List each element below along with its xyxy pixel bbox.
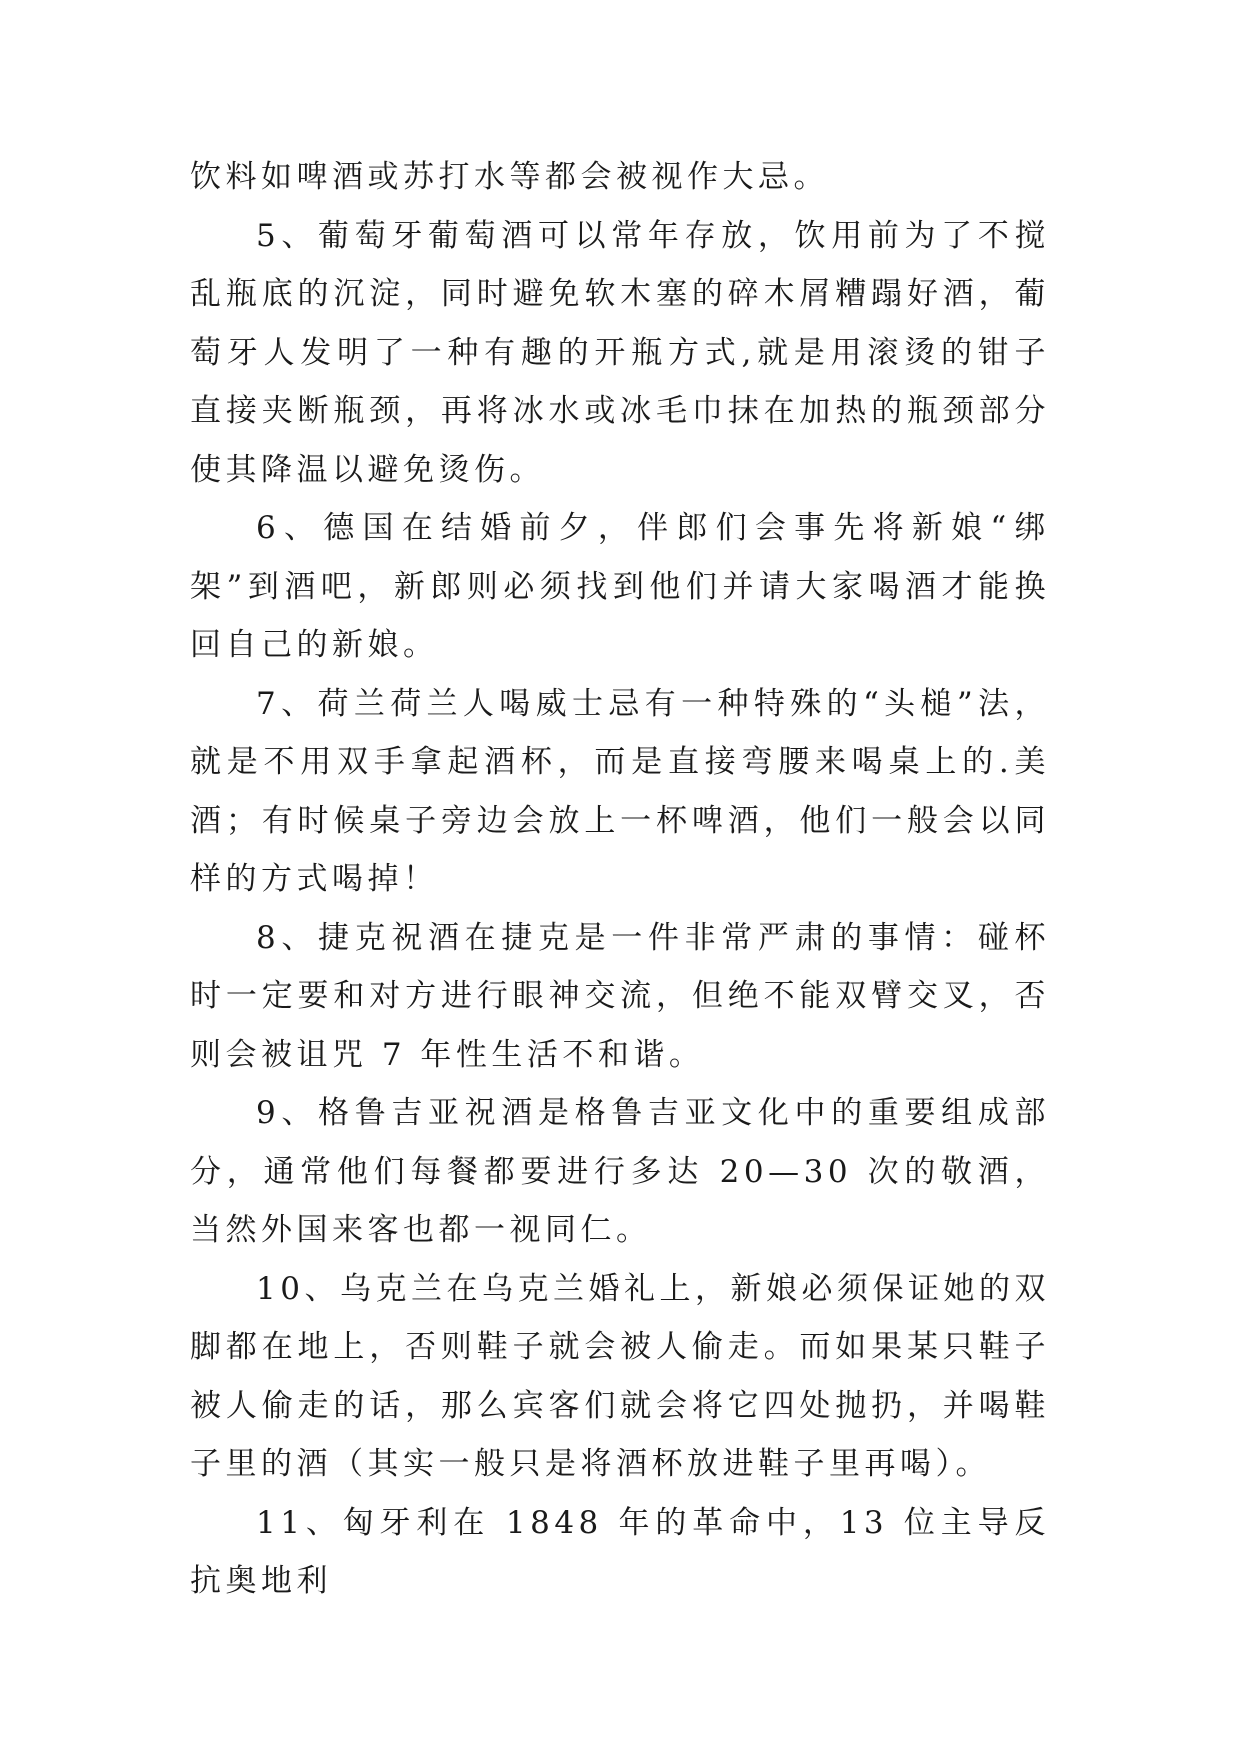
document-page [190,148,1050,1611]
paragraph-item-5-portugal: 5、葡萄牙葡萄酒可以常年存放，饮用前为了不搅乱瓶底的沉淀，同时避免软木塞的碎木屑糟蹋好酒，葡萄牙人发明了一种有趣的开瓶方式,就是用滚烫的钳子直接夹断瓶颈，再将冰水或冰毛巾抹在加热的瓶颈部分使其降温以避免烫伤。 [190,217,1050,488]
paragraph-item-10-ukraine: 10、乌克兰在乌克兰婚礼上，新娘必须保证她的双脚都在地上，否则鞋子就会被人偷走。而如果某只鞋子被人偷走的话，那么宾客们就会将它四处抛扔，并喝鞋子里的酒（其实一般只是将酒杯放进鞋子里再喝）。 [190,1270,1050,1482]
paragraph-item-6-germany: 6、德国在结婚前夕，伴郎们会事先将新娘“绑架”到酒吧，新郎则必须找到他们并请大家喝酒才能换回自己的新娘。 [190,510,1050,663]
paragraph-item-9-georgia: 9、格鲁吉亚祝酒是格鲁吉亚文化中的重要组成部分，通常他们每餐都要进行多达 20—30 次的敬酒，当然外国来客也都一视同仁。 [190,1095,1050,1248]
paragraph-item-7-netherlands: 7、荷兰荷兰人喝威士忌有一种特殊的“头槌”法，就是不用双手拿起酒杯，而是直接弯腰来喝桌上的.美酒；有时候桌子旁边会放上一杯啤酒，他们一般会以同样的方式喝掉！ [190,685,1050,897]
paragraph-continuation: 饮料如啤酒或苏打水等都会被视作大忌。 [190,159,829,195]
paragraph-item-8-czech: 8、捷克祝酒在捷克是一件非常严肃的事情：碰杯时一定要和对方进行眼神交流，但绝不能双臂交叉，否则会被诅咒 7 年性生活不和谐。 [190,919,1050,1073]
paragraph-item-11-hungary: 11、匈牙利在 1848 年的革命中，13 位主导反抗奥地利 [190,1504,1050,1599]
